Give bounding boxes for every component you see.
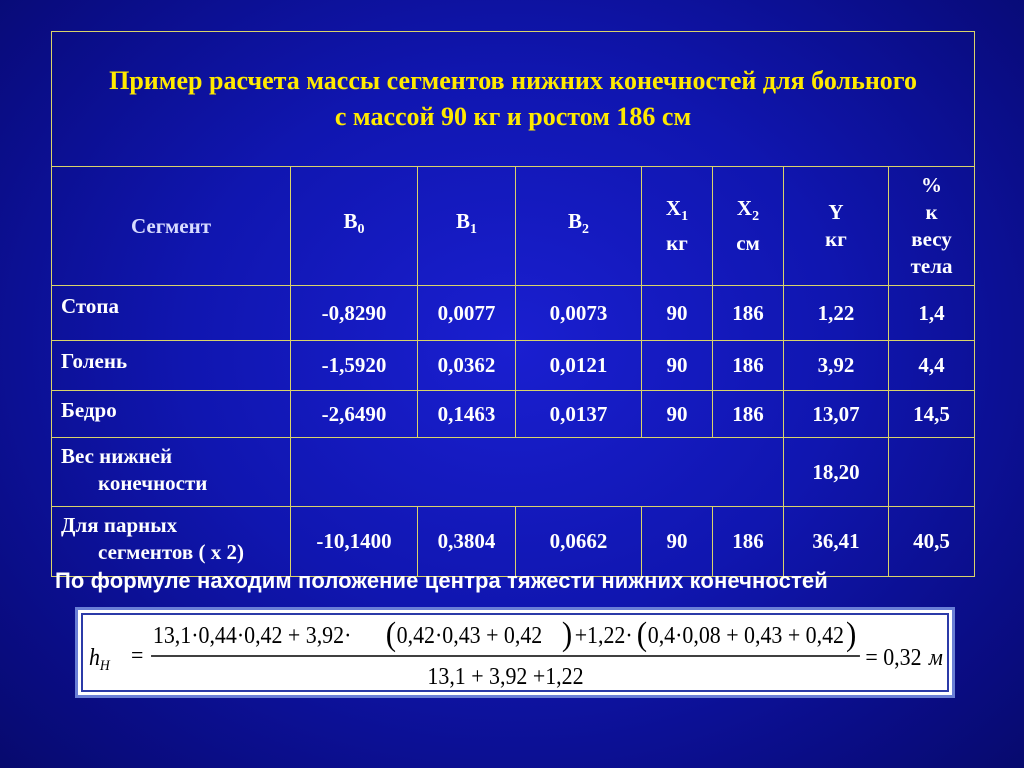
header-b1-label: B bbox=[455, 209, 470, 234]
row-par-label-l2: сегментов ( х 2) bbox=[98, 540, 244, 564]
header-b2-sub: 2 bbox=[582, 222, 589, 238]
formula-paren-close-2: ) bbox=[845, 615, 857, 654]
formula-lhs: $h_H$ bbox=[88, 644, 110, 675]
formula-box bbox=[75, 607, 955, 698]
header-y-label: Y bbox=[828, 200, 844, 224]
header-b1-sub: 1 bbox=[470, 222, 477, 238]
row-golen-label: Голень bbox=[52, 341, 291, 391]
row-bedro-x2: 186 bbox=[713, 391, 784, 438]
formula-result: = 0,32 bbox=[865, 644, 922, 671]
formula-numerator-a: 13,1·0,44·0,42 + 3,92· bbox=[152, 622, 352, 649]
header-x2-label: X bbox=[736, 195, 753, 220]
row-stopa-x1: 90 bbox=[642, 286, 713, 341]
row-par-x2: 186 bbox=[713, 507, 784, 577]
header-pct bbox=[889, 167, 975, 286]
formula-caption: По формуле находим положение центра тяжести нижних конечностей bbox=[55, 568, 828, 593]
row-golen-x1: 90 bbox=[642, 341, 713, 391]
header-x1-sub: 1 bbox=[681, 209, 689, 225]
row-golen-x2: 186 bbox=[713, 341, 784, 391]
header-x1-unit: кг bbox=[666, 231, 688, 256]
row-stopa-y: 1,22 bbox=[784, 286, 889, 341]
header-b2 bbox=[516, 167, 642, 286]
table-row bbox=[52, 438, 975, 507]
row-stopa-b1: 0,0077 bbox=[418, 286, 516, 341]
row-par-label bbox=[52, 507, 291, 577]
segment-mass-table bbox=[51, 31, 975, 577]
title-line-2: с массой 90 кг и ростом 186 см bbox=[334, 102, 692, 131]
row-golen-b0: -1,5920 bbox=[291, 341, 418, 391]
formula-paren-open-2: ( bbox=[636, 615, 648, 654]
title-line-1: Пример расчета массы сегментов нижних конечностей для больного bbox=[109, 66, 917, 95]
header-b0-sub: 0 bbox=[357, 222, 365, 238]
header-segment: Сегмент bbox=[52, 167, 291, 286]
row-stopa-label: Стопа bbox=[52, 286, 291, 341]
row-ves-pct-empty bbox=[889, 438, 975, 507]
formula-paren-close-1: ) bbox=[561, 615, 573, 654]
row-par-y: 36,41 bbox=[784, 507, 889, 577]
row-bedro-pct: 14,5 bbox=[889, 391, 975, 438]
row-par-label-l1: Для парных bbox=[61, 513, 178, 537]
row-golen-y: 3,92 bbox=[784, 341, 889, 391]
formula-denominator: 13,1 + 3,92 +1,22 bbox=[427, 663, 584, 690]
header-x2-unit: см bbox=[736, 231, 760, 256]
header-pct-l3: весу bbox=[911, 227, 952, 251]
formula-svg bbox=[78, 610, 958, 701]
row-bedro-y: 13,07 bbox=[784, 391, 889, 438]
header-b0-label: B bbox=[343, 209, 358, 234]
row-par-pct: 40,5 bbox=[889, 507, 975, 577]
row-golen-pct: 4,4 bbox=[889, 341, 975, 391]
row-par-x1: 90 bbox=[642, 507, 713, 577]
header-b2-label: B bbox=[567, 209, 582, 234]
row-ves-empty bbox=[291, 438, 784, 507]
row-par-b0: -10,1400 bbox=[291, 507, 418, 577]
row-bedro-b2: 0,0137 bbox=[516, 391, 642, 438]
row-golen-b2: 0,0121 bbox=[516, 341, 642, 391]
header-b1 bbox=[418, 167, 516, 286]
row-par-b2: 0,0662 bbox=[516, 507, 642, 577]
formula-equals-1: = bbox=[130, 642, 144, 669]
header-pct-l4: тела bbox=[910, 254, 953, 278]
data-table-container bbox=[51, 31, 974, 577]
formula-numerator-d: 0,4·0,08 + 0,43 + 0,42 bbox=[647, 622, 845, 649]
formula-numerator-c: +1,22· bbox=[574, 622, 633, 649]
header-b0 bbox=[291, 167, 418, 286]
row-bedro-b1: 0,1463 bbox=[418, 391, 516, 438]
row-bedro-label: Бедро bbox=[52, 391, 291, 438]
row-par-b1: 0,3804 bbox=[418, 507, 516, 577]
formula-numerator-b: 0,42·0,43 + 0,42 bbox=[396, 622, 543, 649]
row-ves-label-l2: конечности bbox=[98, 471, 208, 495]
table-row bbox=[52, 391, 975, 438]
row-ves-label-l1: Вес нижней bbox=[61, 444, 173, 468]
header-pct-l2: к bbox=[925, 200, 938, 224]
header-x2-sub: 2 bbox=[752, 209, 760, 225]
header-row bbox=[52, 167, 975, 286]
row-bedro-b0: -2,6490 bbox=[291, 391, 418, 438]
row-ves-y: 18,20 bbox=[784, 438, 889, 507]
header-x1-label: X bbox=[665, 195, 682, 220]
table-row bbox=[52, 341, 975, 391]
table-row bbox=[52, 286, 975, 341]
row-stopa-x2: 186 bbox=[713, 286, 784, 341]
header-y-unit: кг bbox=[825, 227, 847, 251]
header-x1 bbox=[642, 167, 713, 286]
row-golen-b1: 0,0362 bbox=[418, 341, 516, 391]
table-row bbox=[52, 507, 975, 577]
row-stopa-pct: 1,4 bbox=[889, 286, 975, 341]
formula-unit: м bbox=[928, 644, 943, 671]
formula-paren-open-1: ( bbox=[385, 615, 397, 654]
row-ves-label bbox=[52, 438, 291, 507]
header-y bbox=[784, 167, 889, 286]
header-pct-l1: % bbox=[921, 173, 943, 197]
row-stopa-b0: -0,8290 bbox=[291, 286, 418, 341]
table-title bbox=[52, 32, 975, 167]
header-x2 bbox=[713, 167, 784, 286]
row-bedro-x1: 90 bbox=[642, 391, 713, 438]
row-stopa-b2: 0,0073 bbox=[516, 286, 642, 341]
